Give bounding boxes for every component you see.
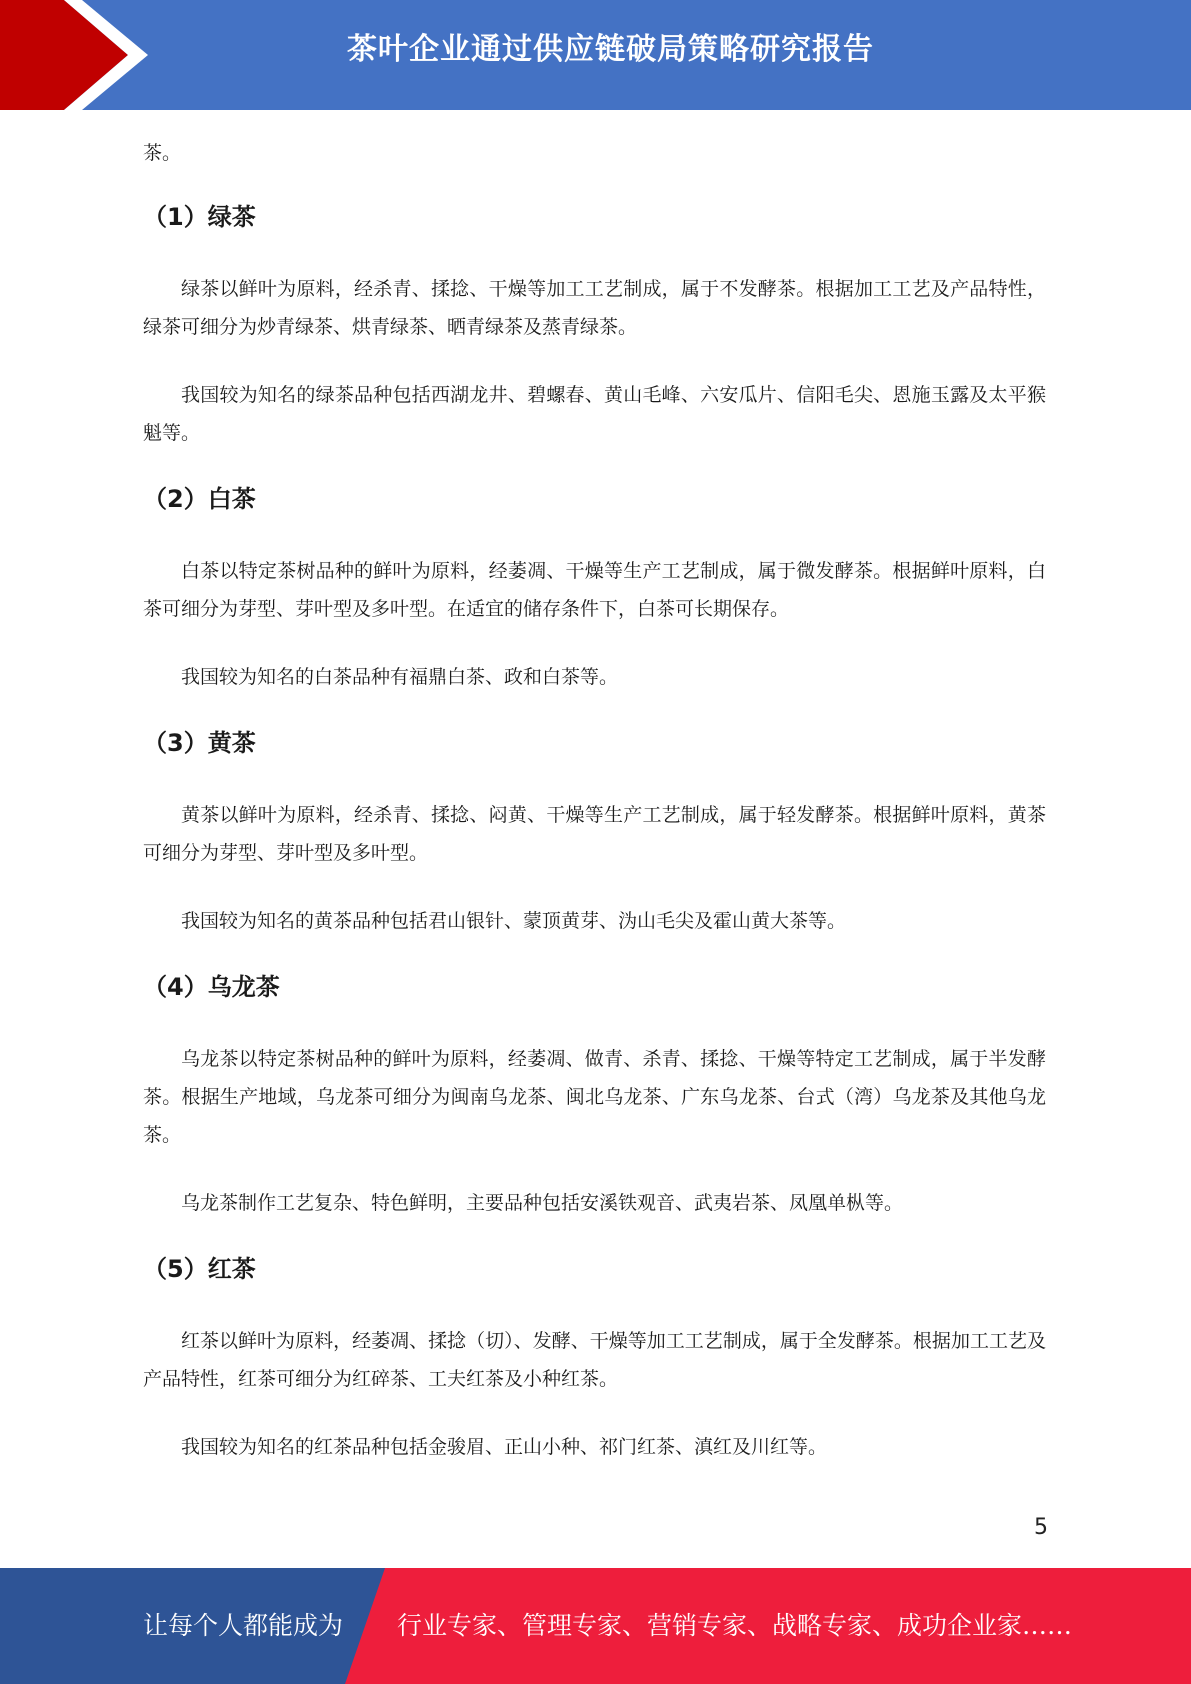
footer-slogan-left: 让每个人都能成为 xyxy=(143,1611,344,1640)
paragraph: 乌龙茶以特定茶树品种的鲜叶为原料，经萎凋、做青、杀青、揉捻、干燥等特定工艺制成，属于半发酵茶。根据生产地域，乌龙茶可细分为闽南乌龙茶、闽北乌龙茶、广东乌龙茶、台式（湾）乌龙茶及其他乌龙茶。 xyxy=(143,1048,1046,1146)
paragraph: 我国较为知名的红茶品种包括金骏眉、正山小种、祁门红茶、滇红及川红等。 xyxy=(181,1436,828,1458)
section-heading-black-tea: （5）红茶 xyxy=(143,1255,256,1283)
paragraph: 我国较为知名的白茶品种有福鼎白茶、政和白茶等。 xyxy=(181,666,619,688)
main-content xyxy=(143,134,1046,1496)
paragraph: 我国较为知名的黄茶品种包括君山银针、蒙顶黄芽、沩山毛尖及霍山黄大茶等。 xyxy=(181,910,847,932)
paragraph: 乌龙茶制作工艺复杂、特色鲜明，主要品种包括安溪铁观音、武夷岩茶、凤凰单枞等。 xyxy=(181,1192,904,1214)
page-header xyxy=(0,0,1191,110)
paragraph: 黄茶以鲜叶为原料，经杀青、揉捻、闷黄、干燥等生产工艺制成，属于轻发酵茶。根据鲜叶原料，黄茶可细分为芽型、芽叶型及多叶型。 xyxy=(143,804,1046,864)
paragraph: 红茶以鲜叶为原料，经萎凋、揉捻（切）、发酵、干燥等加工工艺制成，属于全发酵茶。根据加工工艺及产品特性，红茶可细分为红碎茶、工夫红茶及小种红茶。 xyxy=(143,1330,1046,1390)
section-heading-oolong-tea: （4）乌龙茶 xyxy=(143,973,280,1001)
page-number: 5 xyxy=(1034,1515,1048,1540)
page-footer xyxy=(0,1568,1191,1684)
section-heading-green-tea: （1）绿茶 xyxy=(143,203,256,231)
continued-text-fragment: 茶。 xyxy=(143,142,182,164)
section-heading-yellow-tea: （3）黄茶 xyxy=(143,729,256,757)
paragraph: 白茶以特定茶树品种的鲜叶为原料，经萎凋、干燥等生产工艺制成，属于微发酵茶。根据鲜叶原料，白茶可细分为芽型、芽叶型及多叶型。在适宜的储存条件下，白茶可长期保存。 xyxy=(143,560,1046,620)
report-title: 茶叶企业通过供应链破局策略研究报告 xyxy=(347,32,874,67)
footer-slogan-right: 行业专家、管理专家、营销专家、战略专家、成功企业家…… xyxy=(397,1611,1073,1640)
paragraph: 我国较为知名的绿茶品种包括西湖龙井、碧螺春、黄山毛峰、六安瓜片、信阳毛尖、恩施玉露及太平猴魁等。 xyxy=(143,384,1046,444)
section-heading-white-tea: （2）白茶 xyxy=(143,485,256,513)
paragraph: 绿茶以鲜叶为原料，经杀青、揉捻、干燥等加工工艺制成，属于不发酵茶。根据加工工艺及产品特性，绿茶可细分为炒青绿茶、烘青绿茶、晒青绿茶及蒸青绿茶。 xyxy=(143,278,1046,338)
